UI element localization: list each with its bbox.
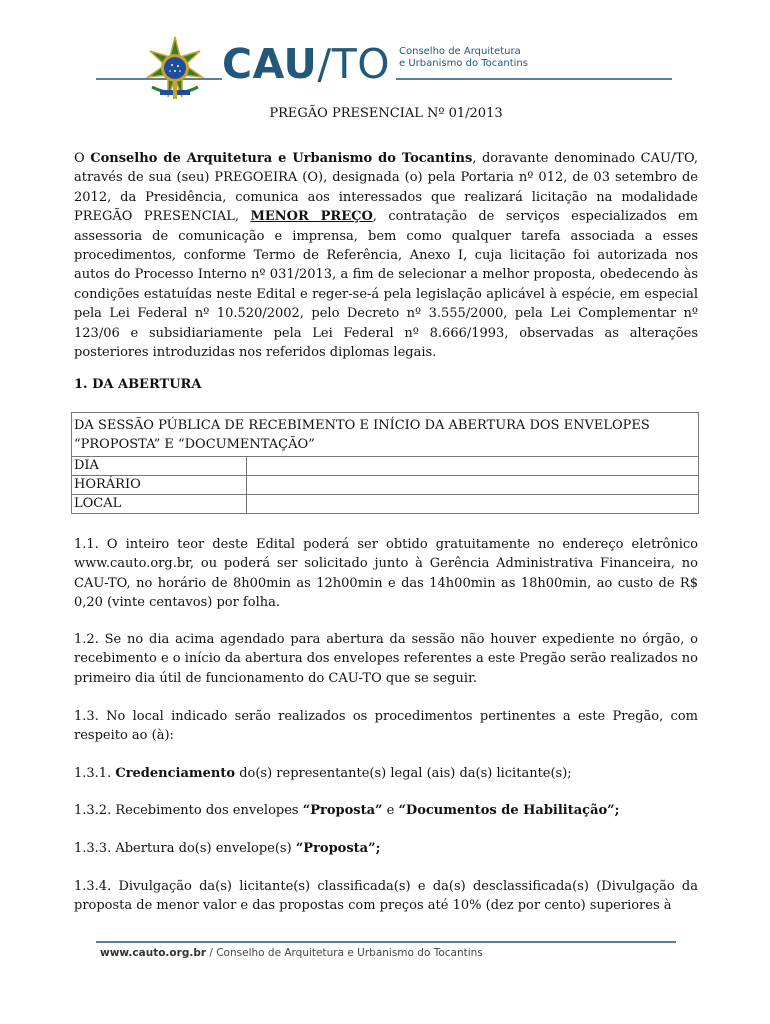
paragraph-1-1: 1.1. O inteiro teor deste Edital poderá ser obtido gratuitamente no endereço eletrônico www.cauto.org.br, ou poderá ser solicitado junto à Gerência Administrativa Financeira, no CAU-TO, no horário de 8h00min as 12h00min e das 14h00min as 18h00min, ao custo de R$ 0,20 (vinte centavos) por folha. (74, 537, 698, 611)
brand-subtitle-line1: Conselho de Arquitetura (399, 46, 521, 57)
paragraph-1-3-3 (74, 839, 698, 858)
p132-bold-2: “Documentos de Habilitação”; (398, 803, 620, 818)
brand-slash: / (317, 40, 332, 88)
p132-num: 1.3.2. Recebimento dos envelopes (74, 803, 303, 818)
table-row (72, 495, 699, 514)
table-row (72, 457, 699, 476)
intro-paragraph (74, 149, 698, 362)
opening-session-table (71, 412, 699, 514)
brand-name: CAU (222, 40, 318, 88)
table-row-label: LOCAL (72, 495, 247, 514)
brazil-coat-of-arms-icon (142, 35, 208, 101)
intro-o: O (74, 151, 91, 166)
p132-mid: e (382, 803, 399, 818)
intro-text-1: , doravante denominado CAU/TO, através de sua (seu) PREGOEIRA (O), designada (o) pela Portaria nº 012, de 03 setembro de 2012, da Presidência, comunica aos interessados que realizará licitação na modalidade PREGÃO PRESENCIAL, (74, 151, 698, 225)
intro-modality: MENOR PREÇO (250, 209, 373, 225)
brand-subtitle-line2: e Urbanismo do Tocantins (399, 58, 528, 69)
paragraph-1-3-4: 1.3.4. Divulgação da(s) licitante(s) classificada(s) e da(s) desclassificada(s) (Divulgação da proposta de menor valor e das propostas com preços até 10% (dez por cento) superiores à (74, 879, 698, 914)
footer-site: www.cauto.org.br (100, 947, 207, 959)
table-row-label: HORÁRIO (72, 476, 247, 495)
paragraph-1-3-2 (74, 801, 698, 820)
letterhead (0, 30, 770, 100)
footer (100, 947, 483, 959)
document-title: PREGÃO PRESENCIAL Nº 01/2013 (269, 106, 503, 121)
footer-rule (96, 941, 676, 943)
table-header-row (72, 413, 699, 457)
intro-entity: Conselho de Arquitetura e Urbanismo do Tocantins (90, 151, 473, 166)
table-row-label: DIA (72, 457, 247, 476)
table-header-cell: DA SESSÃO PÚBLICA DE RECEBIMENTO E INÍCIO DA ABERTURA DOS ENVELOPES “PROPOSTA” E “DOCUMENTAÇÃO” (72, 413, 699, 457)
table-row-value (247, 457, 699, 476)
table-row-value (247, 495, 699, 514)
table-row-value (247, 476, 699, 495)
paragraph-1-2: 1.2. Se no dia acima agendado para abertura da sessão não houver expediente no órgão, o recebimento e o início da abertura dos envelopes referentes a este Pregão serão realizados no primeiro dia útil de funcionamento do CAU-TO que se seguir. (74, 632, 698, 686)
p131-rest: do(s) representante(s) legal (ais) da(s) licitante(s); (235, 766, 572, 781)
paragraph-1-3: 1.3. No local indicado serão realizados os procedimentos pertinentes a este Pregão, com respeito ao (à): (74, 709, 698, 744)
footer-text: / Conselho de Arquitetura e Urbanismo do Tocantins (206, 947, 483, 959)
intro-text-2: , contratação de serviços especializados em assessoria de comunicação e imprensa, bem como qualquer tarefa associada a esses procedimentos, conforme Termo de Referência, Anexo I, cuja licitação foi autorizada nos autos do Processo Interno nº 031/2013, a fim de selecionar a melhor proposta, obedecendo às condições estatuídas neste Edital e reger-se-á pela legislação aplicável à espécie, em especial pela Lei Federal nº 10.520/2002, pelo Decreto nº 3.555/2000, pela Lei Complementar nº 123/06 e subsidiariamente pela Lei Federal nº 8.666/1993, observadas as alterações posteriores introduzidas nos referidos diplomas legais. (74, 209, 698, 361)
p131-bold: Credenciamento (115, 766, 236, 781)
p132-bold-1: “Proposta” (302, 803, 383, 818)
p133-bold: “Proposta”; (295, 841, 381, 856)
table-row (72, 476, 699, 495)
section-heading: 1. DA ABERTURA (74, 377, 202, 392)
brand-suffix: TO (331, 40, 391, 88)
brand-subtitle (399, 46, 532, 70)
paragraph-1-3-1 (74, 764, 698, 783)
p133-num: 1.3.3. Abertura do(s) envelope(s) (74, 841, 296, 856)
brand-logo-text (222, 42, 396, 86)
p131-num: 1.3.1. (74, 766, 116, 781)
